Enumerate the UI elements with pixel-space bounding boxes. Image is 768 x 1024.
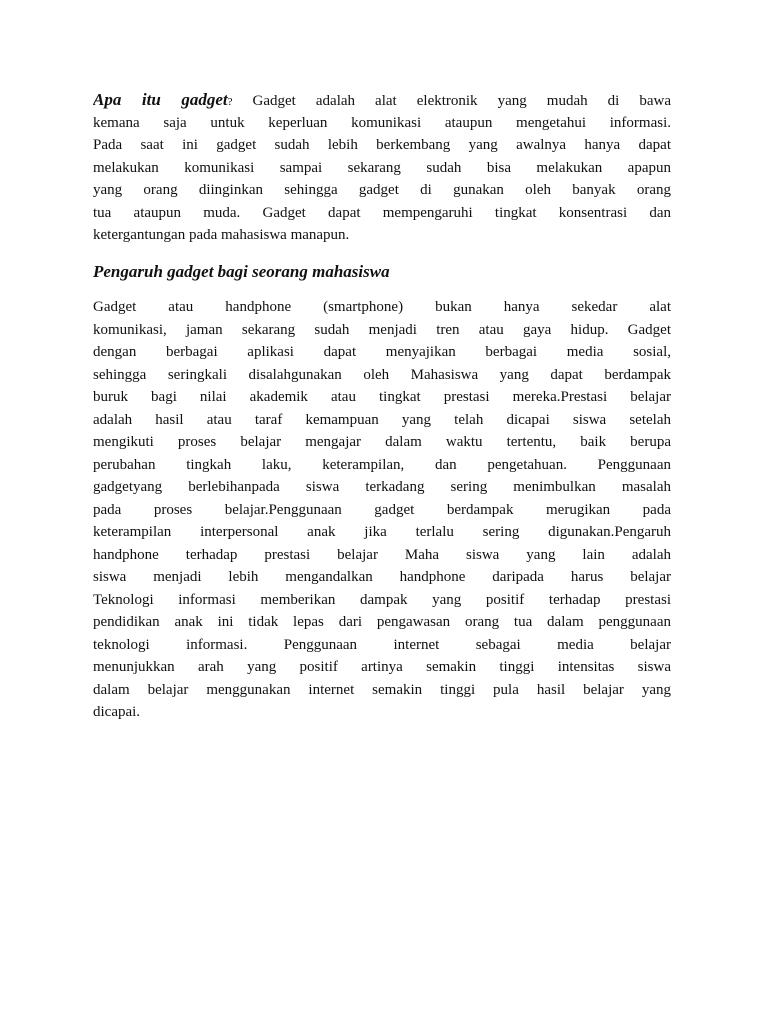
intro-paragraph — [93, 89, 671, 247]
paragraph-line: adalah hasil atau taraf kemampuan yang telah dicapai siswa setelah — [93, 411, 671, 428]
paragraph-line: dicapai. — [93, 704, 141, 720]
paragraph-line: yang orang diinginkan sehingga gadget di gunakan oleh banyak orang — [93, 182, 671, 198]
paragraph-text: Gadget adalah alat elektronik yang mudah di bawa — [232, 93, 671, 109]
paragraph-line — [93, 89, 671, 112]
paragraph-line: keterampilan interpersonal anak jika terlalu sering digunakan.Pengaruh — [93, 524, 671, 540]
paragraph-line: Gadget atau handphone (smartphone) bukan hanya sekedar alat — [93, 299, 671, 315]
paragraph-line: dengan berbagai aplikasi dapat menyajikan berbagai media sosial, — [93, 344, 671, 360]
paragraph-line: pendidikan anak ini tidak lepas dari pengawasan orang tua dalam penggunaan — [93, 614, 671, 630]
paragraph-line: siswa menjadi lebih mengandalkan handphone daripada harus belajar — [93, 569, 671, 585]
paragraph-line: komunikasi, jaman sekarang sudah menjadi tren atau gaya hidup. Gadget — [93, 321, 671, 338]
paragraph-line: dalam belajar menggunakan internet semakin tinggi pula hasil belajar yang — [93, 681, 671, 698]
paragraph-line: Pada saat ini gadget sudah lebih berkembang yang awalnya hanya dapat — [93, 137, 671, 153]
paragraph-line: handphone terhadap prestasi belajar Maha siswa yang lain adalah — [93, 546, 671, 563]
paragraph-line: tua ataupun muda. Gadget dapat mempengaruhi tingkat konsentrasi dan — [93, 204, 671, 221]
paragraph-line: menunjukkan arah yang positif artinya semakin tinggi intensitas siswa — [93, 659, 671, 675]
paragraph-line: kemana saja untuk keperluan komunikasi ataupun mengetahui informasi. — [93, 114, 671, 131]
paragraph-line: buruk bagi nilai akademik atau tingkat prestasi mereka.Prestasi belajar — [93, 389, 671, 405]
paragraph-line: Teknologi informasi memberikan dampak yang positif terhadap prestasi — [93, 591, 671, 608]
paragraph-line: mengikuti proses belajar mengajar dalam waktu tertentu, baik berupa — [93, 434, 671, 450]
section-heading: Pengaruh gadget bagi seorang mahasiswa — [93, 262, 390, 281]
paragraph-line: melakukan komunikasi sampai sekarang sudah bisa melakukan apapun — [93, 159, 671, 176]
paragraph-line: teknologi informasi. Penggunaan internet sebagai media belajar — [93, 636, 671, 653]
paragraph-line: sehingga seringkali disalahgunakan oleh Mahasiswa yang dapat berdampak — [93, 366, 671, 383]
body-paragraph — [93, 296, 671, 724]
question-mark: ? — [227, 96, 233, 108]
paragraph-line: perubahan tingkah laku, keterampilan, dan pengetahuan. Penggunaan — [93, 456, 671, 473]
paragraph-line: ketergantungan pada mahasiswa manapun. — [93, 227, 350, 243]
paragraph-line: gadgetyang berlebihanpada siswa terkadang sering menimbulkan masalah — [93, 479, 671, 495]
paragraph-line: pada proses belajar.Penggunaan gadget berdampak merugikan pada — [93, 501, 671, 518]
inline-title: Apa itu gadget — [93, 90, 228, 109]
